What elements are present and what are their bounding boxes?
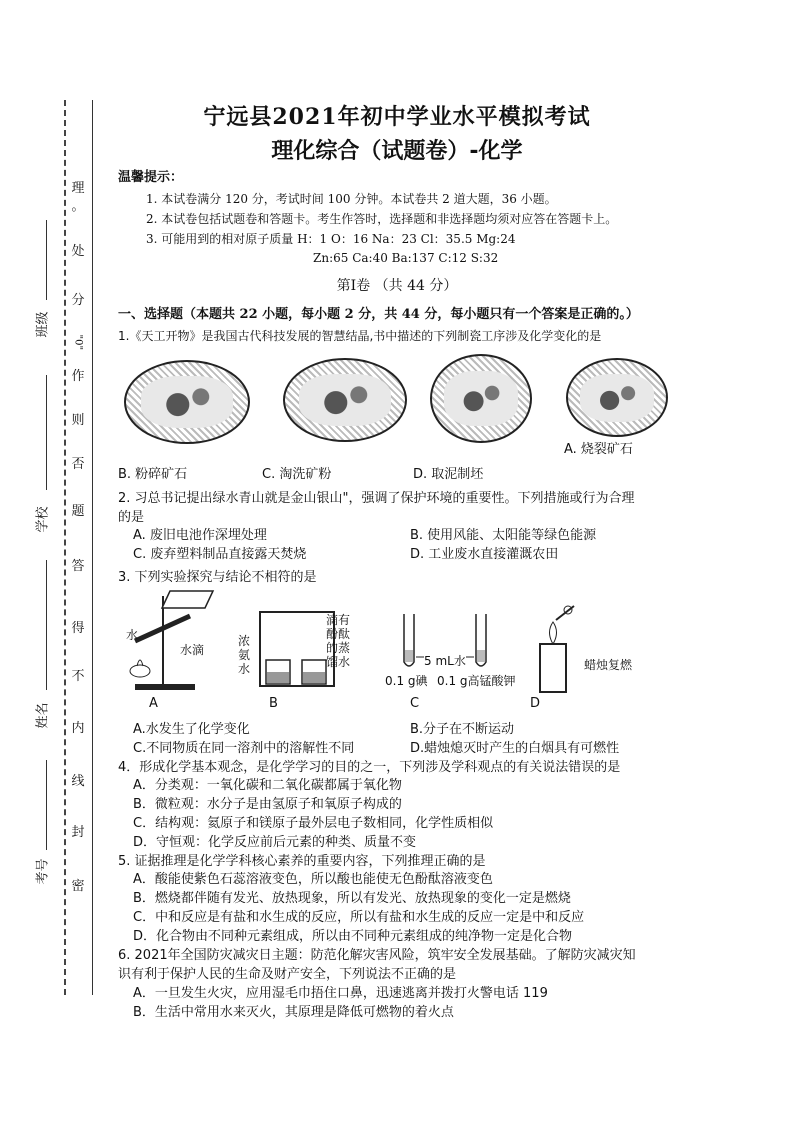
seal-char: 线 <box>71 774 85 789</box>
q2-option-d: D. 工业废水直接灌溉农田 <box>410 547 559 562</box>
q3-fig-c-right-label: 0.1 g高锰酸钾 <box>437 674 516 688</box>
seal-char: 不 <box>71 669 85 684</box>
q3-option-c: C.不同物质在同一溶剂中的溶解性不同 <box>133 741 355 756</box>
seal-char: 则 <box>71 413 85 428</box>
question-6-stem-cont: 识有利于保护人民的生命及财产安全，下列说法不正确的是 <box>118 967 457 982</box>
q3-caption-c: C <box>410 696 420 711</box>
tip-item: 3. 可能用到的相对原子质量 H：1 O：16 Na：23 Cl：35.5 Mg:24 <box>146 232 516 246</box>
question-2-stem-cont: 的是 <box>118 510 145 525</box>
seal-char: 否 <box>71 457 85 472</box>
seal-char: 理 <box>71 181 85 196</box>
q2-option-b: B. 使用风能、太阳能等绿色能源 <box>410 528 597 543</box>
q4-option-b: B．微粒观：水分子是由氢原子和氧原子构成的 <box>133 797 402 812</box>
exam-title: 宁远县2021年初中学业水平模拟考试 <box>203 104 591 130</box>
q1-image-shaping <box>430 354 532 443</box>
q3-caption-b: B <box>269 696 278 711</box>
q5-option-d: D．化合物由不同种元素组成，所以由不同种元素组成的纯净物一定是化合物 <box>133 929 573 944</box>
question-3-stem: 3. 下列实验探究与结论不相符的是 <box>118 570 317 585</box>
tip-item: 1. 本试卷满分 120 分，考试时间 100 分钟。本试卷共 2 道大题，36 小题。 <box>146 192 557 206</box>
q1-option-a-caption: A. 烧裂矿石 <box>564 442 633 457</box>
q3-caption-a: A <box>149 696 158 711</box>
school-field-label: 学校 <box>35 506 51 533</box>
seal-char: 得 <box>71 621 85 636</box>
q1-image-crushing <box>124 360 250 444</box>
q4-option-a: A．分类观：一氧化碳和二氧化碳都属于氧化物 <box>133 778 402 793</box>
tip-item: 2. 本试卷包括试题卷和答题卡。考生作答时，选择题和非选择题均须对应答在答题卡上。 <box>146 212 618 226</box>
exam-number-label: 考号 <box>35 858 51 885</box>
name-field-blank[interactable] <box>46 560 47 690</box>
q3-option-d: D.蜡烛熄灭时产生的白烟具有可燃性 <box>410 741 620 756</box>
q5-option-c: C．中和反应是有盐和水生成的反应，所以有盐和水生成的反应一定是中和反应 <box>133 910 585 925</box>
q3-fig-d-label: 蜡烛复燃 <box>584 658 633 672</box>
seal-char: 密 <box>71 879 85 894</box>
seal-char: 答 <box>71 559 85 574</box>
q3-option-b: B.分子在不断运动 <box>410 722 515 737</box>
q6-option-a: A．一旦发生火灾，应用湿毛巾捂住口鼻，迅速逃离并拨打火警电话 119 <box>133 986 548 1001</box>
q1-option-b: B. 粉碎矿石 <box>118 467 188 482</box>
section-heading: 一、选择题（本题共 22 小题，每小题 2 分，共 44 分，每小题只有一个答案是正确的。） <box>118 307 639 322</box>
q3-fig-c-left-label: 0.1 g碘 <box>385 674 428 688</box>
seal-char: "0" <box>72 334 84 351</box>
seal-char: 分 <box>71 293 85 308</box>
question-2-stem: 2. 习总书记提出绿水青山就是金山银山"，强调了保护环境的重要性。下列措施或行为合理 <box>118 491 635 506</box>
seal-char: 题 <box>71 504 85 519</box>
q1-option-d: D. 取泥制坯 <box>413 467 484 482</box>
q3-fig-a-water-label: 水 <box>126 628 139 642</box>
question-4-stem: 4．形成化学基本观念，是化学学习的目的之一，下列涉及学科观点的有关说法错误的是 <box>118 760 621 775</box>
tips-heading: 温馨提示： <box>118 170 184 185</box>
name-field-label: 姓名 <box>35 702 51 729</box>
seal-line <box>64 100 66 995</box>
exam-number-blank[interactable] <box>46 760 47 850</box>
seal-char: 封 <box>71 825 85 840</box>
part1-title: 第Ⅰ卷 （共 44 分） <box>336 278 458 294</box>
q3-fig-b-right-label: 滴有酚酞的蒸馏水 <box>326 613 351 669</box>
q1-option-c: C. 淘洗矿粉 <box>262 467 332 482</box>
seal-char: 作 <box>71 369 85 384</box>
seal-char: 内 <box>71 721 85 736</box>
q1-image-roasting <box>566 358 668 437</box>
question-6-stem: 6. 2021年全国防灾减灾日主题：防范化解灾害风险，筑牢安全发展基础。了解防灾减灾知 <box>118 948 636 963</box>
q5-option-a: A．酸能使紫色石蕊溶液变色，所以酸也能使无色酚酞溶液变色 <box>133 872 493 887</box>
seal-char: 。 <box>71 199 85 214</box>
q3-caption-d: D <box>530 696 541 711</box>
margin-border <box>92 100 93 995</box>
question-1-stem: 1.《天工开物》是我国古代科技发展的智慧结晶,书中描述的下列制瓷工序涉及化学变化的是 <box>118 329 602 343</box>
class-field-label: 班级 <box>35 311 51 338</box>
q1-image-washing <box>283 358 407 442</box>
q3-option-a: A.水发生了化学变化 <box>133 722 250 737</box>
q2-option-c: C. 废弃塑料制品直接露天焚烧 <box>133 547 307 562</box>
q3-figure-d <box>528 604 578 694</box>
school-field-blank[interactable] <box>46 375 47 490</box>
q3-fig-c-water-label: 5 mL水 <box>424 654 466 668</box>
q3-fig-b-left-label: 浓氨水 <box>238 634 251 676</box>
q6-option-b: B．生活中常用水来灭火，其原理是降低可燃物的着火点 <box>133 1005 454 1020</box>
q4-option-c: C．结构观：氦原子和镁原子最外层电子数相同，化学性质相似 <box>133 816 494 831</box>
tip-item: Zn:65 Ca:40 Ba:137 C:12 S:32 <box>313 251 499 265</box>
exam-subtitle: 理化综合（试题卷）-化学 <box>271 139 523 164</box>
q5-option-b: B．燃烧都伴随有发光、放热现象，所以有发光、放热现象的变化一定是燃烧 <box>133 891 571 906</box>
q2-option-a: A. 废旧电池作深埋处理 <box>133 528 267 543</box>
question-5-stem: 5. 证据推理是化学学科核心素养的重要内容，下列推理正确的是 <box>118 854 486 869</box>
seal-char: 处 <box>71 244 85 259</box>
q3-fig-a-drop-label: 水滴 <box>180 643 205 657</box>
q4-option-d: D．守恒观：化学反应前后元素的种类、质量不变 <box>133 835 417 850</box>
